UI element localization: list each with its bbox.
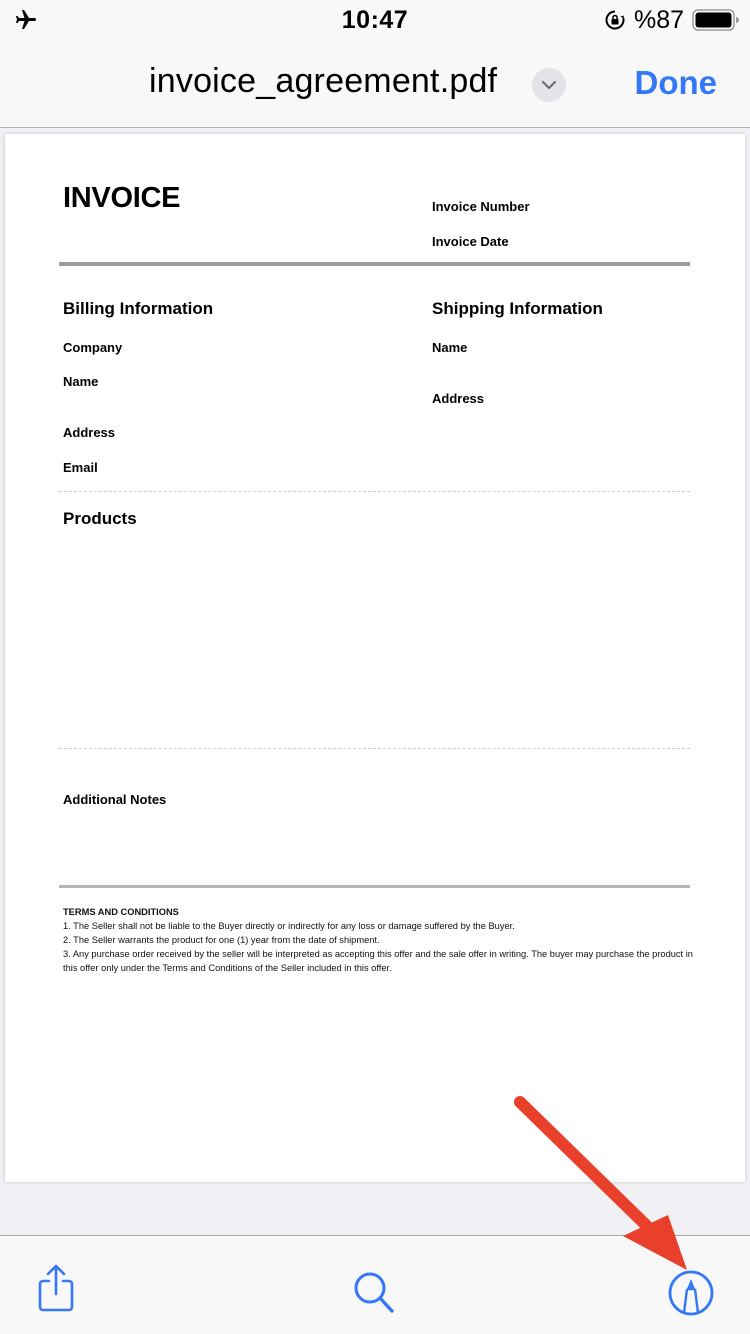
bottom-toolbar [0,1235,750,1334]
terms-item: 2. The Seller warrants the product for one (1) year from the date of shipment. [63,935,380,945]
header-divider [59,262,690,266]
pdf-page[interactable] [5,134,745,1182]
document-viewer[interactable] [0,129,750,1235]
terms-divider [59,885,690,888]
products-heading: Products [63,509,137,528]
battery-percentage: %87 [634,6,685,34]
orientation-lock-icon [604,9,626,31]
done-button[interactable]: Done [634,64,717,101]
billing-name-label: Name [63,374,99,389]
markup-button[interactable] [664,1266,718,1320]
chevron-down-icon [541,80,557,90]
additional-notes-heading: Additional Notes [63,792,167,807]
search-button[interactable] [348,1266,400,1318]
search-icon [351,1269,397,1315]
shipping-name-label: Name [432,340,468,355]
shipping-address-label: Address [432,391,485,406]
title-menu-button[interactable] [532,68,566,102]
invoice-number-label: Invoice Number [432,199,530,214]
terms-item: 1. The Seller shall not be liable to the Buyer directly or indirectly for any loss or damage suffered by the Buyer. [63,921,515,931]
battery-icon [692,9,740,31]
terms-and-conditions [63,905,693,975]
navigation-bar [0,40,750,128]
invoice-heading: INVOICE [63,182,181,214]
invoice-date-label: Invoice Date [432,234,509,249]
share-icon [34,1263,78,1313]
billing-divider [59,491,690,492]
markup-pen-icon [667,1269,715,1317]
shipping-heading: Shipping Information [432,299,603,318]
billing-email-label: Email [63,460,98,475]
products-divider [59,748,690,749]
billing-company-label: Company [63,340,123,355]
billing-heading: Billing Information [63,299,214,318]
document-title: invoice_agreement.pdf [149,62,498,100]
terms-heading: TERMS AND CONDITIONS [63,907,179,917]
terms-item: 3. Any purchase order received by the seller will be interpreted as accepting this offer and the sale offer in writing. The buyer may purchase the product in this offer only under the Terms and Conditions of the Seller included in this offer. [63,949,693,973]
status-bar [0,0,750,40]
share-button[interactable] [30,1260,82,1316]
billing-address-label: Address [63,425,116,440]
status-time: 10:47 [341,6,409,34]
